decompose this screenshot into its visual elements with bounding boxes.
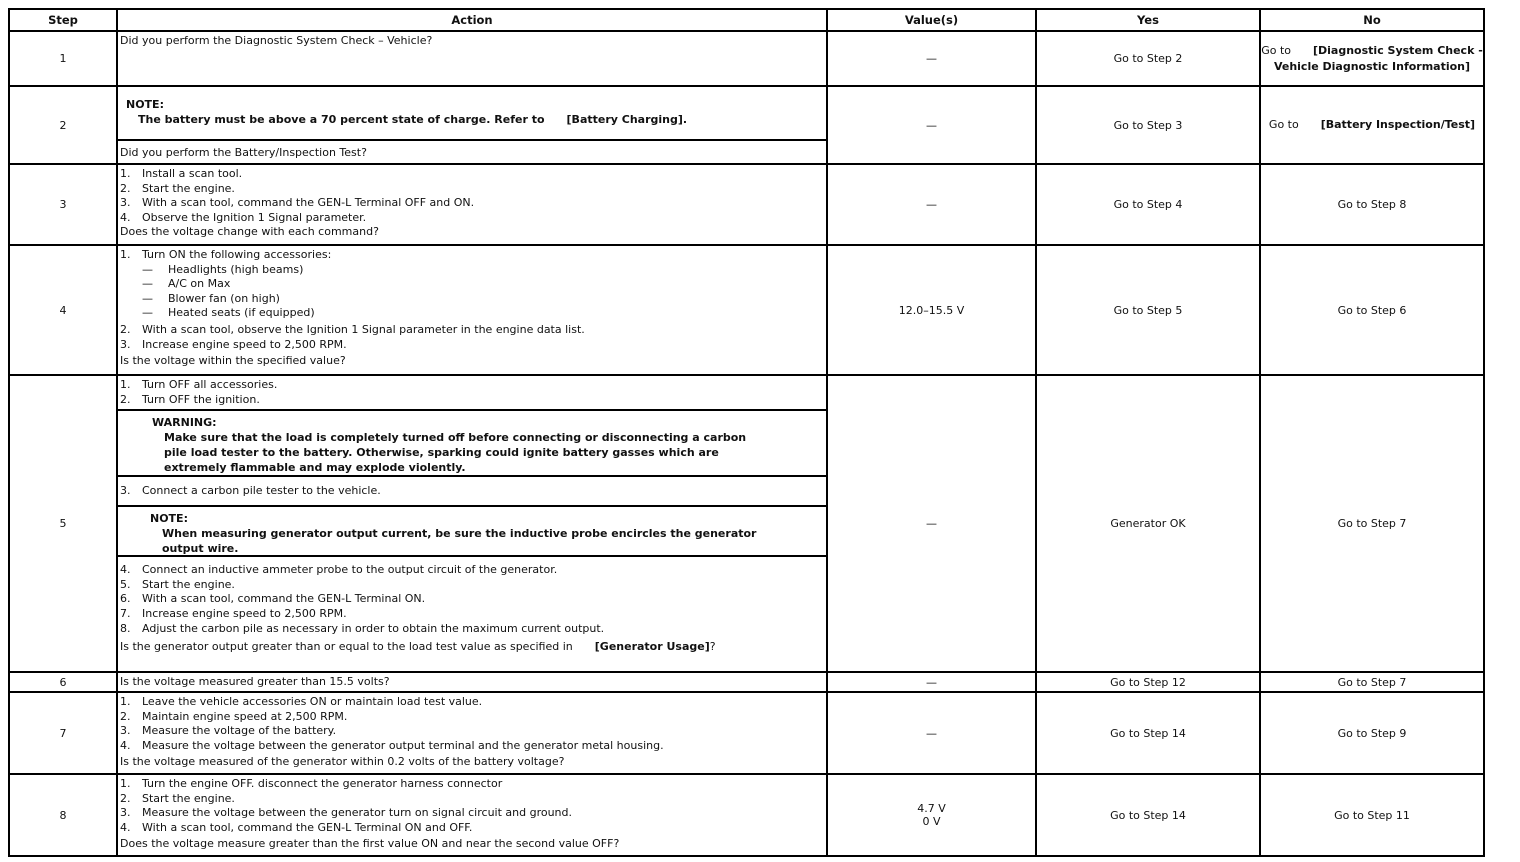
table-row	[9, 672, 1484, 692]
value-cell: —	[827, 86, 1036, 164]
step-number: 5	[9, 375, 117, 672]
no-link[interactable]: [Diagnostic System Check - Vehicle Diagnostic Information]	[1273, 43, 1483, 73]
value-cell: —	[827, 692, 1036, 774]
action-cell	[117, 31, 827, 86]
yes-link[interactable]: Go to Step 5	[1036, 245, 1260, 375]
list-item: 4. Observe the Ignition 1 Signal parameter.	[120, 210, 367, 224]
action-cell	[117, 774, 827, 856]
yes-link[interactable]: Go to Step 4	[1036, 164, 1260, 245]
list-item: 2. With a scan tool, observe the Ignition 1 Signal parameter in the engine data list.	[120, 322, 585, 336]
step-number: 6	[9, 672, 117, 692]
sub-item: — Headlights (high beams)	[142, 262, 304, 276]
step-number: 2	[9, 86, 117, 164]
step-number: 4	[9, 245, 117, 375]
note-text	[118, 112, 826, 127]
list-item: 6. With a scan tool, command the GEN-L Terminal ON.	[120, 592, 426, 606]
yes-result: Generator OK	[1036, 375, 1260, 672]
value-cell: —	[827, 164, 1036, 245]
no-link[interactable]: Go to Step 8	[1260, 164, 1484, 245]
value-cell: 12.0–15.5 V	[827, 245, 1036, 375]
list-item: 4. Connect an inductive ammeter probe to the output circuit of the generator.	[120, 563, 558, 577]
header-no: No	[1260, 9, 1484, 31]
warning-line: pile load tester to the battery. Otherwise, sparking could ignite battery gasses which are	[164, 446, 719, 460]
note-label: NOTE:	[150, 512, 188, 526]
list-item: 5. Start the engine.	[120, 577, 235, 591]
table-row	[9, 375, 1484, 672]
table-row	[9, 245, 1484, 375]
sub-item: — Blower fan (on high)	[142, 291, 280, 305]
list-item: 1. Turn ON the following accessories:	[120, 248, 332, 261]
step-number: 7	[9, 692, 117, 774]
action-cell	[117, 86, 827, 164]
value-cell: —	[827, 31, 1036, 86]
warning-line: Make sure that the load is completely turned off before connecting or disconnecting a carbon	[164, 431, 747, 445]
no-cell	[1260, 86, 1484, 164]
list-item: 2. Turn OFF the ignition.	[120, 392, 260, 406]
step-number: 8	[9, 774, 117, 856]
list-item: 1. Install a scan tool.	[120, 167, 243, 180]
generator-usage-link[interactable]: [Generator Usage]	[594, 640, 710, 654]
question: Does the voltage measure greater than the first value ON and near the second value OFF?	[120, 837, 620, 851]
diagnostic-table	[8, 8, 1485, 857]
battery-charging-link[interactable]: [Battery Charging].	[566, 113, 688, 126]
no-link[interactable]: Go to Step 11	[1260, 774, 1484, 856]
list-item: 4. With a scan tool, command the GEN-L Terminal ON and OFF.	[120, 820, 473, 834]
note-line: When measuring generator output current, be sure the inductive probe encircles the generator	[162, 527, 757, 541]
warning-line: extremely flammable and may explode violently.	[164, 461, 466, 475]
no-link[interactable]: [Battery Inspection/Test]	[1320, 118, 1476, 131]
table-row	[9, 164, 1484, 245]
yes-link[interactable]: Go to Step 12	[1036, 672, 1260, 692]
no-link[interactable]: Go to Step 9	[1260, 692, 1484, 774]
list-item: 1. Leave the vehicle accessories ON or maintain load test value.	[120, 695, 483, 708]
value-cell: —	[827, 672, 1036, 692]
header-row	[9, 9, 1484, 31]
no-cell	[1260, 31, 1484, 86]
header-action: Action	[117, 9, 827, 31]
list-item: 1. Turn OFF all accessories.	[120, 378, 278, 391]
warning-label: WARNING:	[152, 416, 217, 430]
action-cell	[117, 672, 827, 692]
yes-link[interactable]: Go to Step 14	[1036, 692, 1260, 774]
note-label: NOTE:	[126, 98, 164, 111]
action-cell	[117, 692, 827, 774]
note-line: output wire.	[162, 542, 239, 556]
no-link[interactable]: Go to Step 7	[1260, 375, 1484, 672]
note-body: The battery must be above a 70 percent state of charge. Refer to	[138, 113, 545, 126]
list-item: 3. Measure the voltage between the generator turn on signal circuit and ground.	[120, 806, 573, 820]
action-cell	[117, 164, 827, 245]
header-step: Step	[9, 9, 117, 31]
list-item: 1. Turn the engine OFF. disconnect the generator harness connector	[120, 777, 503, 790]
sub-item: — Heated seats (if equipped)	[142, 306, 315, 320]
step-number: 3	[9, 164, 117, 245]
no-link[interactable]: Go to Step 7	[1260, 672, 1484, 692]
list-item: 3. With a scan tool, command the GEN-L Terminal OFF and ON.	[120, 196, 475, 210]
yes-link[interactable]: Go to Step 3	[1036, 86, 1260, 164]
value-cell	[827, 774, 1036, 856]
question: Is the voltage within the specified value?	[120, 354, 346, 368]
action-cell	[117, 375, 827, 672]
warning-box	[118, 409, 826, 477]
value-cell: —	[827, 375, 1036, 672]
yes-link[interactable]: Go to Step 14	[1036, 774, 1260, 856]
no-prefix: Go to	[1268, 118, 1299, 131]
list-item: 4. Measure the voltage between the generator output terminal and the generator metal housing.	[120, 738, 664, 752]
header-values: Value(s)	[827, 9, 1036, 31]
list-item: 3. Measure the voltage of the battery.	[120, 724, 337, 738]
list-item: 3. Increase engine speed to 2,500 RPM.	[120, 337, 347, 351]
question: Does the voltage change with each command?	[120, 225, 379, 239]
action-cell	[117, 245, 827, 375]
list-item: 7. Increase engine speed to 2,500 RPM.	[120, 606, 347, 620]
list-item: 2. Start the engine.	[120, 181, 235, 195]
table-row	[9, 774, 1484, 856]
no-link[interactable]: Go to Step 6	[1260, 245, 1484, 375]
list-item: 2. Maintain engine speed at 2,500 RPM.	[120, 709, 348, 723]
sub-item: — A/C on Max	[142, 277, 231, 291]
question: Did you perform the Diagnostic System Check – Vehicle?	[120, 34, 433, 47]
question: Is the generator output greater than or equal to the load test value as specified in [Generator Usage]?	[120, 640, 716, 654]
question: Is the voltage measured greater than 15.5 volts?	[120, 675, 390, 688]
no-prefix: Go to	[1261, 43, 1291, 57]
table-row	[9, 692, 1484, 774]
value-on: 4.7 V	[917, 802, 946, 815]
table-row	[9, 86, 1484, 164]
header-yes: Yes	[1036, 9, 1260, 31]
list-item: 3. Connect a carbon pile tester to the vehicle.	[120, 484, 381, 498]
value-off: 0 V	[922, 815, 941, 828]
question: Did you perform the Battery/Inspection Test?	[120, 146, 367, 159]
step-number: 1	[9, 31, 117, 86]
note-box	[118, 505, 826, 557]
yes-link[interactable]: Go to Step 2	[1036, 31, 1260, 86]
list-item: 8. Adjust the carbon pile as necessary in order to obtain the maximum current output.	[120, 621, 605, 635]
list-item: 2. Start the engine.	[120, 791, 235, 805]
table-row	[9, 31, 1484, 86]
question: Is the voltage measured of the generator within 0.2 volts of the battery voltage?	[120, 755, 565, 769]
